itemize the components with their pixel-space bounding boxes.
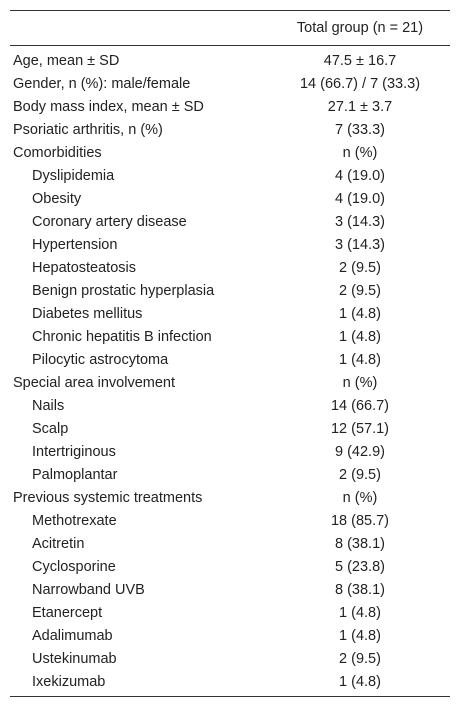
table-row xyxy=(10,555,450,578)
row-value: 18 (85.7) xyxy=(330,512,390,529)
row-value: 7 (33.3) xyxy=(335,121,385,138)
table-row xyxy=(10,463,450,486)
table-body xyxy=(10,46,450,697)
header-row xyxy=(10,11,450,46)
table-row xyxy=(10,532,450,555)
row-label: Adalimumab xyxy=(32,627,113,644)
row-label: Previous systemic treatments xyxy=(13,489,203,506)
row-value: 5 (23.8) xyxy=(335,558,385,575)
row-label: Special area involvement xyxy=(13,374,176,391)
row-label: Methotrexate xyxy=(32,512,117,529)
row-value: 2 (9.5) xyxy=(339,650,381,667)
row-value: n (%) xyxy=(342,374,378,391)
row-value: n (%) xyxy=(342,489,378,506)
table-row xyxy=(10,647,450,670)
row-label: Ustekinumab xyxy=(32,650,117,667)
row-value: 1 (4.8) xyxy=(270,670,450,697)
row-value: 1 (4.8) xyxy=(339,351,381,368)
table-row xyxy=(10,486,450,509)
table-row xyxy=(10,509,450,532)
table-row xyxy=(10,670,450,697)
table-row xyxy=(10,164,450,187)
row-label: Ixekizumab xyxy=(10,670,270,697)
row-value: 2 (9.5) xyxy=(339,466,381,483)
row-label: Body mass index, mean ± SD xyxy=(13,98,204,115)
row-label: Etanercept xyxy=(32,604,103,621)
table-row xyxy=(10,440,450,463)
row-label: Gender, n (%): male/female xyxy=(13,75,191,92)
table-row xyxy=(10,371,450,394)
row-value: 8 (38.1) xyxy=(335,581,385,598)
table-row xyxy=(10,210,450,233)
row-label: Obesity xyxy=(32,190,82,207)
row-value: 9 (42.9) xyxy=(335,443,385,460)
table-row xyxy=(10,95,450,118)
row-value: 3 (14.3) xyxy=(335,236,385,253)
table-row xyxy=(10,601,450,624)
row-label: Pilocytic astrocytoma xyxy=(32,351,169,368)
table-row xyxy=(10,302,450,325)
row-value: 1 (4.8) xyxy=(339,328,381,345)
characteristics-table xyxy=(10,10,450,697)
row-label: Intertriginous xyxy=(32,443,116,460)
row-label: Narrowband UVB xyxy=(32,581,145,598)
table-row xyxy=(10,417,450,440)
table-row xyxy=(10,624,450,647)
table-row xyxy=(10,233,450,256)
table-row xyxy=(10,348,450,371)
table-row xyxy=(10,141,450,164)
row-value: 14 (66.7) xyxy=(330,397,390,414)
row-value: 1 (4.8) xyxy=(339,604,381,621)
table-row xyxy=(10,118,450,141)
row-label: Diabetes mellitus xyxy=(32,305,143,322)
row-value: 47.5 ± 16.7 xyxy=(323,52,397,69)
row-value: n (%) xyxy=(342,144,378,161)
table-header xyxy=(10,11,450,46)
row-value: 4 (19.0) xyxy=(335,167,385,184)
row-label: Scalp xyxy=(32,420,69,437)
row-value: 4 (19.0) xyxy=(335,190,385,207)
row-label: Comorbidities xyxy=(13,144,102,161)
row-label: Dyslipidemia xyxy=(32,167,115,184)
row-label: Hypertension xyxy=(32,236,118,253)
table-row xyxy=(10,325,450,348)
row-label: Cyclosporine xyxy=(32,558,116,575)
row-label: Acitretin xyxy=(32,535,85,552)
table-row xyxy=(10,578,450,601)
table-row xyxy=(10,394,450,417)
table-row xyxy=(10,256,450,279)
row-label: Psoriatic arthritis, n (%) xyxy=(13,121,163,138)
table-row xyxy=(10,279,450,302)
row-value: 3 (14.3) xyxy=(335,213,385,230)
row-label: Coronary artery disease xyxy=(32,213,187,230)
row-value: 14 (66.7) / 7 (33.3) xyxy=(299,75,421,92)
header-total-group: Total group (n = 21) xyxy=(270,11,450,46)
header-label-cell xyxy=(10,11,270,46)
row-label: Benign prostatic hyperplasia xyxy=(32,282,215,299)
row-value: 2 (9.5) xyxy=(339,282,381,299)
row-label: Nails xyxy=(32,397,65,414)
table-row xyxy=(10,72,450,95)
row-value: 8 (38.1) xyxy=(335,535,385,552)
row-label: Hepatosteatosis xyxy=(32,259,136,276)
row-label: Palmoplantar xyxy=(32,466,118,483)
row-value: 2 (9.5) xyxy=(339,259,381,276)
table-row xyxy=(10,187,450,210)
row-label: Age, mean ± SD xyxy=(13,52,120,69)
row-value: 27.1 ± 3.7 xyxy=(327,98,393,115)
row-value: 1 (4.8) xyxy=(339,627,381,644)
row-label: Chronic hepatitis B infection xyxy=(32,328,212,345)
row-value: 12 (57.1) xyxy=(330,420,390,437)
table-row xyxy=(10,46,450,73)
row-value: 1 (4.8) xyxy=(339,305,381,322)
